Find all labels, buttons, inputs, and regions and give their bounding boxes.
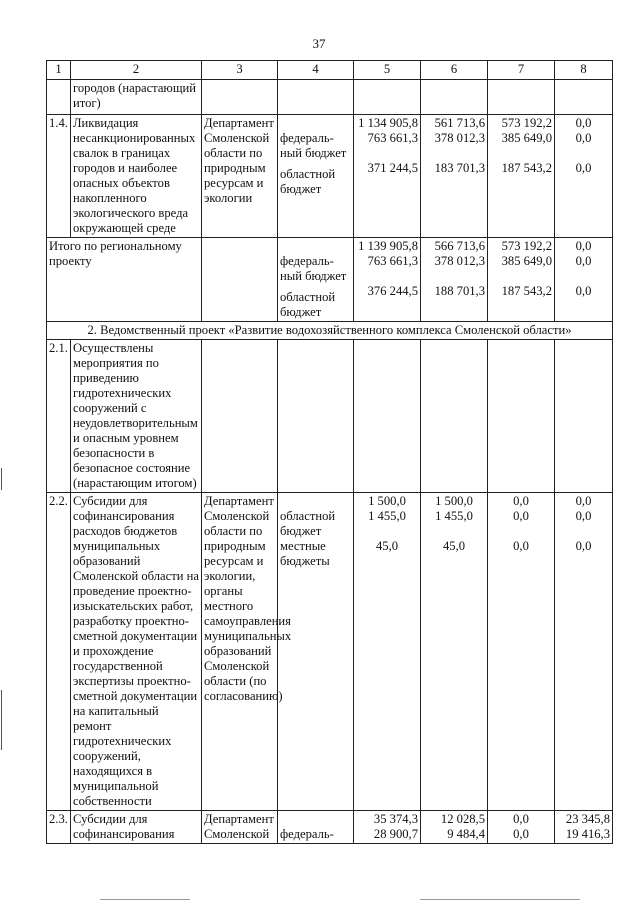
header-cell: 6 — [421, 61, 488, 80]
amount-local: 0,0 — [575, 539, 592, 553]
source-federal: федераль- — [280, 827, 334, 841]
item-name-cell: городов (нарастающий итог) — [71, 80, 202, 115]
amount-total: 0,0 — [513, 812, 529, 826]
row-number-cell: 2.1. — [47, 340, 71, 493]
amount-regional: 0,0 — [513, 509, 529, 523]
item-name-cell: Осуществлены мероприятия по приведению гидротехнических сооружений с неудовлетворительным и опасным уровнем безопасности в безопасное состояние (нарастающим итогом) — [71, 340, 202, 493]
amount-total: 573 192,2 — [501, 116, 552, 130]
header-cell: 4 — [278, 61, 354, 80]
amount-total: 12 028,5 — [440, 812, 485, 826]
amount-total: 561 713,6 — [434, 116, 485, 130]
header-cell: 3 — [202, 61, 278, 80]
total-label-cell: Итого по региональному проекту — [47, 238, 202, 322]
header-cell: 7 — [488, 61, 555, 80]
amount-federal: 19 416,3 — [565, 827, 610, 841]
executor-cell: Департамент Смоленской области по природным ресурсам и экологии — [202, 115, 278, 238]
amount-federal: 9 484,4 — [447, 827, 485, 841]
source-local: местные бюджеты — [280, 539, 330, 568]
amount-total: 23 345,8 — [565, 812, 610, 826]
amount-total: 1 139 905,8 — [358, 239, 418, 253]
amount-federal: 378 012,3 — [434, 131, 485, 145]
amount-regional: 188 701,3 — [434, 284, 485, 298]
year-amount-cell — [555, 493, 613, 811]
amount-regional: 1 455,0 — [368, 509, 406, 523]
amount-local: 45,0 — [442, 539, 466, 553]
amount-federal: 763 661,3 — [367, 131, 418, 145]
source-regional: областной бюджет — [280, 509, 336, 538]
amount-federal: 28 900,7 — [373, 827, 418, 841]
amount-regional: 0,0 — [575, 284, 592, 298]
table-row — [47, 80, 613, 115]
amount-regional: 1 455,0 — [435, 509, 473, 523]
funding-source-cell — [278, 115, 354, 238]
amount-total: 35 374,3 — [373, 812, 418, 826]
funding-source-cell — [278, 811, 354, 844]
amount-federal: 0,0 — [575, 131, 592, 145]
amount-total: 0,0 — [513, 494, 529, 508]
year-amount-cell — [488, 115, 555, 238]
amount-federal: 0,0 — [575, 254, 592, 268]
amount-regional: 0,0 — [575, 509, 592, 523]
row-number-cell: 1.4. — [47, 115, 71, 238]
total-amount-cell — [354, 811, 421, 844]
amount-federal: 0,0 — [513, 827, 529, 841]
item-name-cell: Субсидии для софинансирования расходов бюджетов муниципальных образований Смоленской области на проведение проектно-изыскательских работ, разработку проектно-сметной документации и прохождение государственной экспертизы проектно-сметной документации на капитальный ремонт гидротехнических сооружений, находящихся в муниципальной собственности — [71, 493, 202, 811]
amount-regional: 187 543,2 — [501, 161, 552, 175]
section-row — [47, 322, 613, 340]
funding-source-cell — [278, 493, 354, 811]
executor-cell: Департамент Смоленской — [202, 811, 278, 844]
total-amount-cell — [354, 238, 421, 322]
amount-regional: 376 244,5 — [367, 284, 418, 298]
header-row — [47, 61, 613, 80]
table-row — [47, 493, 613, 811]
total-amount-cell — [354, 493, 421, 811]
amount-total: 1 500,0 — [435, 494, 473, 508]
budget-table — [46, 60, 613, 844]
header-cell: 2 — [71, 61, 202, 80]
header-cell: 1 — [47, 61, 71, 80]
year-amount-cell — [421, 238, 488, 322]
amount-regional: 371 244,5 — [367, 161, 418, 175]
year-amount-cell — [421, 493, 488, 811]
amount-total: 0,0 — [575, 494, 592, 508]
year-amount-cell — [555, 115, 613, 238]
item-name-cell: Субсидии для софинансирования — [71, 811, 202, 844]
amount-federal: 385 649,0 — [501, 254, 552, 268]
item-name-cell: Ликвидация несанкционированных свалок в границах городов и наиболее опасных объектов накопленного экологического вреда окружающей среде — [71, 115, 202, 238]
year-amount-cell — [421, 811, 488, 844]
year-amount-cell — [421, 115, 488, 238]
year-amount-cell — [555, 238, 613, 322]
amount-federal: 378 012,3 — [434, 254, 485, 268]
amount-regional: 187 543,2 — [501, 284, 552, 298]
amount-federal: 385 649,0 — [501, 131, 552, 145]
source-federal: федераль-ный бюджет — [280, 254, 347, 283]
page-number: 37 — [312, 36, 326, 51]
section-title: 2. Ведомственный проект «Развитие водохозяйственного комплекса Смоленской области» — [47, 322, 613, 340]
executor-cell: Департамент Смоленской области по природным ресурсам и экологии, органы местного самоуправления муниципальных образований Смоленской области (по согласованию) — [202, 493, 278, 811]
source-regional: областной бюджет — [280, 290, 336, 319]
scan-bottom-line — [100, 899, 190, 900]
amount-local: 0,0 — [513, 539, 529, 553]
total-row — [47, 238, 613, 322]
amount-total: 1 500,0 — [368, 494, 406, 508]
header-cell: 8 — [555, 61, 613, 80]
amount-federal: 763 661,3 — [367, 254, 418, 268]
amount-total: 0,0 — [575, 116, 592, 130]
amount-total: 0,0 — [575, 239, 592, 253]
row-number-cell: 2.2. — [47, 493, 71, 811]
year-amount-cell — [488, 238, 555, 322]
funding-source-cell — [278, 238, 354, 322]
table-row — [47, 340, 613, 493]
scan-edge-mark — [1, 690, 2, 750]
source-federal: федераль-ный бюджет — [280, 131, 347, 160]
table-row — [47, 811, 613, 844]
amount-regional: 0,0 — [575, 161, 592, 175]
row-number-cell — [47, 80, 71, 115]
year-amount-cell — [555, 811, 613, 844]
amount-local: 45,0 — [375, 539, 399, 553]
amount-total: 1 134 905,8 — [358, 116, 418, 130]
header-cell: 5 — [354, 61, 421, 80]
scan-edge-mark — [1, 468, 2, 490]
year-amount-cell — [488, 811, 555, 844]
scan-bottom-line — [420, 899, 580, 900]
year-amount-cell — [488, 493, 555, 811]
amount-regional: 183 701,3 — [434, 161, 485, 175]
amount-total: 573 192,2 — [501, 239, 552, 253]
total-amount-cell — [354, 115, 421, 238]
row-number-cell: 2.3. — [47, 811, 71, 844]
table-row — [47, 115, 613, 238]
amount-total: 566 713,6 — [434, 239, 485, 253]
source-regional: областной бюджет — [280, 167, 336, 196]
